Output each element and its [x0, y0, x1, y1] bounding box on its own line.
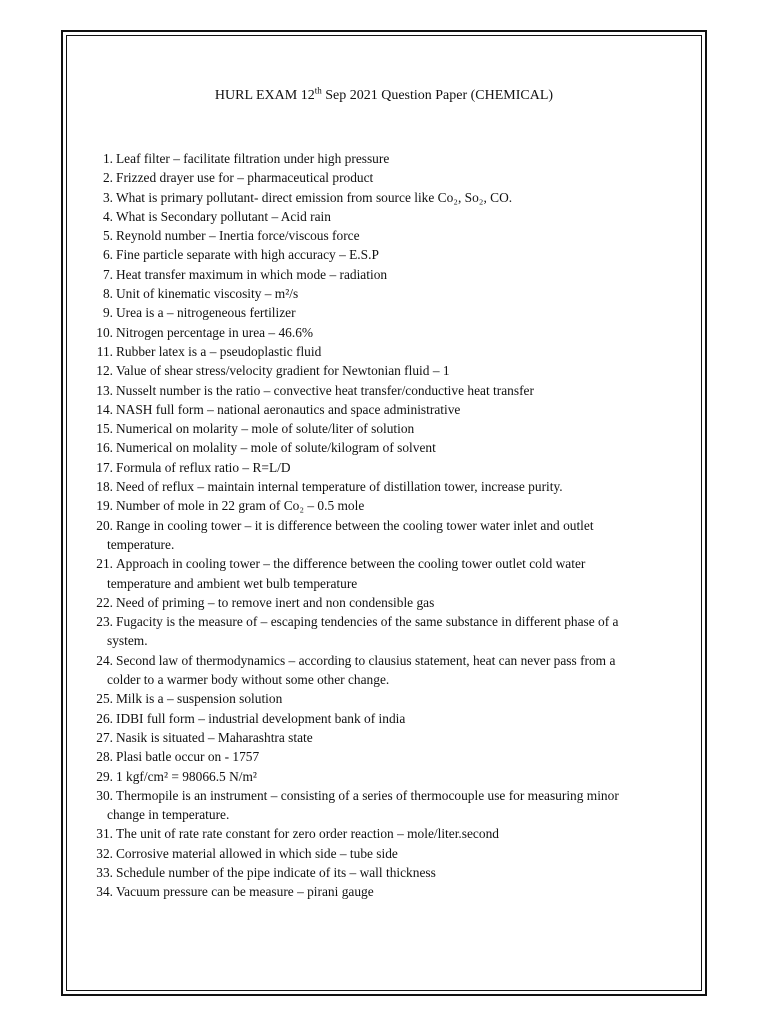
question-text: Need of priming – to remove inert and non condensible gas: [116, 594, 435, 610]
question-item: [88, 882, 668, 901]
question-row: [88, 824, 668, 843]
question-item: [88, 303, 668, 322]
question-item: [88, 168, 668, 187]
question-item: [88, 400, 668, 419]
question-text: Vacuum pressure can be measure – pirani gauge: [116, 884, 374, 900]
question-text: The unit of rate rate constant for zero order reaction – mole/liter.second: [116, 826, 499, 842]
question-text: Approach in cooling tower – the difference between the cooling tower outlet cold water: [116, 556, 586, 572]
question-item: [88, 651, 668, 690]
question-text-continuation: temperature and ambient wet bulb temperature: [107, 575, 358, 591]
question-item: [88, 863, 668, 882]
question-item: [88, 188, 668, 207]
question-row: [88, 554, 668, 573]
question-number: 11.: [96, 343, 113, 359]
title-rest: Sep 2021 Question Paper (CHEMICAL): [321, 88, 554, 103]
question-number: 30.: [96, 787, 113, 803]
question-number: 24.: [96, 652, 113, 668]
question-row: [88, 882, 668, 901]
question-text: Number of mole in 22 gram of Co₂ – 0.5 mole: [116, 498, 365, 514]
question-row: [88, 844, 668, 863]
question-number: 20.: [96, 517, 113, 533]
question-number: 21.: [96, 556, 113, 572]
question-row: [88, 477, 668, 496]
question-item: [88, 245, 668, 264]
question-number: 26.: [96, 710, 113, 726]
question-text: 1 kgf/cm² = 98066.5 N/m²: [116, 768, 257, 784]
question-text: Thermopile is an instrument – consisting of a series of thermocouple use for measuring minor: [116, 787, 619, 803]
question-text: Corrosive material allowed in which side – tube side: [116, 845, 398, 861]
question-row: [88, 767, 668, 786]
question-item: [88, 767, 668, 786]
question-number: 18.: [96, 479, 113, 495]
question-row: [88, 342, 668, 361]
question-text: Need of reflux – maintain internal temperature of distillation tower, increase purity.: [116, 479, 563, 495]
question-row: [88, 728, 668, 747]
question-number: 19.: [96, 498, 113, 514]
question-text: Range in cooling tower – it is difference between the cooling tower water inlet and outlet: [116, 517, 594, 533]
question-item: [88, 381, 668, 400]
question-text: Urea is a – nitrogeneous fertilizer: [116, 305, 296, 321]
question-row: [88, 593, 668, 612]
question-number: 5.: [102, 228, 113, 244]
question-text: Rubber latex is a – pseudoplastic fluid: [116, 343, 322, 359]
question-number: 17.: [96, 459, 113, 475]
question-number: 22.: [96, 594, 113, 610]
question-number: 9.: [102, 305, 113, 321]
question-item: [88, 477, 668, 496]
question-row: [88, 400, 668, 419]
question-text-continuation: change in temperature.: [107, 807, 230, 823]
question-text: What is Secondary pollutant – Acid rain: [116, 208, 331, 224]
question-text: NASH full form – national aeronautics and space administrative: [116, 401, 461, 417]
question-item: [88, 689, 668, 708]
question-item: [88, 419, 668, 438]
question-number: 3.: [102, 189, 113, 205]
question-item: [88, 786, 668, 825]
question-text: Value of shear stress/velocity gradient for Newtonian fluid – 1: [116, 363, 450, 379]
title-superscript: th: [314, 85, 322, 96]
question-text: Nasik is situated – Maharashtra state: [116, 729, 313, 745]
question-text: Heat transfer maximum in which mode – radiation: [116, 266, 388, 282]
question-row: [88, 516, 668, 535]
question-item: [88, 612, 668, 651]
question-text: Nitrogen percentage in urea – 46.6%: [116, 324, 314, 340]
question-row: [88, 689, 668, 708]
question-row: [88, 188, 668, 207]
title-main: HURL EXAM 12: [214, 88, 315, 103]
question-item: [88, 226, 668, 245]
question-text-continuation: system.: [107, 633, 148, 649]
question-number: 7.: [102, 266, 113, 282]
question-text: Unit of kinematic viscosity – m²/s: [116, 286, 299, 302]
question-text: Plasi batle occur on - 1757: [116, 749, 260, 765]
question-number: 25.: [96, 691, 113, 707]
question-number: 28.: [96, 749, 113, 765]
question-text: Schedule number of the pipe indicate of its – wall thickness: [116, 864, 436, 880]
question-number: 34.: [96, 884, 113, 900]
question-text-continuation: colder to a warmer body without some other change.: [107, 672, 390, 688]
question-text: Reynold number – Inertia force/viscous force: [116, 228, 360, 244]
question-number: 4.: [102, 208, 113, 224]
question-row: [88, 863, 668, 882]
question-row: [88, 651, 668, 670]
question-item: [88, 824, 668, 843]
question-text: Milk is a – suspension solution: [116, 691, 283, 707]
question-row: [88, 709, 668, 728]
question-row: [88, 303, 668, 322]
question-text: Nusselt number is the ratio – convective heat transfer/conductive heat transfer: [116, 382, 534, 398]
question-item: [88, 265, 668, 284]
question-item: [88, 458, 668, 477]
question-item: [88, 149, 668, 168]
question-number: 1.: [102, 151, 113, 166]
question-number: 32.: [96, 845, 113, 861]
question-text: Frizzed drayer use for – pharmaceutical product: [116, 170, 374, 186]
question-text: What is primary pollutant- direct emission from source like Co₂, So₂, CO.: [116, 189, 513, 205]
question-item: [88, 438, 668, 457]
question-number: 15.: [96, 421, 113, 437]
question-text: Formula of reflux ratio – R=L/D: [116, 459, 291, 475]
question-row: [88, 361, 668, 380]
question-row: [88, 419, 668, 438]
question-item: [88, 323, 668, 342]
question-number: 16.: [96, 440, 113, 456]
question-text: Numerical on molarity – mole of solute/liter of solution: [116, 421, 415, 437]
question-item: [88, 844, 668, 863]
question-item: [88, 709, 668, 728]
question-row: [88, 207, 668, 226]
question-row: [88, 265, 668, 284]
question-item: [88, 554, 668, 593]
question-row: [88, 323, 668, 342]
question-row: [88, 612, 668, 631]
question-number: 29.: [96, 768, 113, 784]
question-item: [88, 593, 668, 612]
question-number: 6.: [102, 247, 113, 263]
question-item: [88, 207, 668, 226]
question-row: [88, 226, 668, 245]
question-text: Leaf filter – facilitate filtration under high pressure: [116, 151, 390, 166]
question-text: Fugacity is the measure of – escaping tendencies of the same substance in different phase of a: [116, 614, 619, 630]
question-number: 31.: [96, 826, 113, 842]
question-number: 12.: [96, 363, 113, 379]
question-number: 8.: [102, 286, 113, 302]
question-number: 23.: [96, 614, 113, 630]
question-number: 13.: [96, 382, 113, 398]
page-title: [0, 86, 768, 106]
question-number: 27.: [96, 729, 113, 745]
question-list: [88, 149, 668, 902]
question-text: Numerical on molality – mole of solute/kilogram of solvent: [116, 440, 436, 456]
question-number: 10.: [96, 324, 113, 340]
question-item: [88, 516, 668, 555]
question-row: [88, 168, 668, 187]
question-row: [88, 284, 668, 303]
question-row: [88, 786, 668, 805]
question-number: 2.: [102, 170, 113, 186]
question-text: IDBI full form – industrial development bank of india: [116, 710, 406, 726]
question-row: [88, 149, 668, 168]
question-item: [88, 728, 668, 747]
question-text: Fine particle separate with high accuracy – E.S.P: [116, 247, 379, 263]
question-item: [88, 284, 668, 303]
question-item: [88, 361, 668, 380]
question-row: [88, 245, 668, 264]
question-row: [88, 747, 668, 766]
question-row: [88, 381, 668, 400]
question-item: [88, 496, 668, 515]
question-row: [88, 458, 668, 477]
question-row: [88, 496, 668, 515]
question-item: [88, 747, 668, 766]
question-number: 14.: [96, 401, 113, 417]
question-item: [88, 342, 668, 361]
question-text: Second law of thermodynamics – according to clausius statement, heat can never pass from a: [116, 652, 616, 668]
question-row: [88, 438, 668, 457]
question-text-continuation: temperature.: [107, 536, 175, 552]
question-number: 33.: [96, 864, 113, 880]
